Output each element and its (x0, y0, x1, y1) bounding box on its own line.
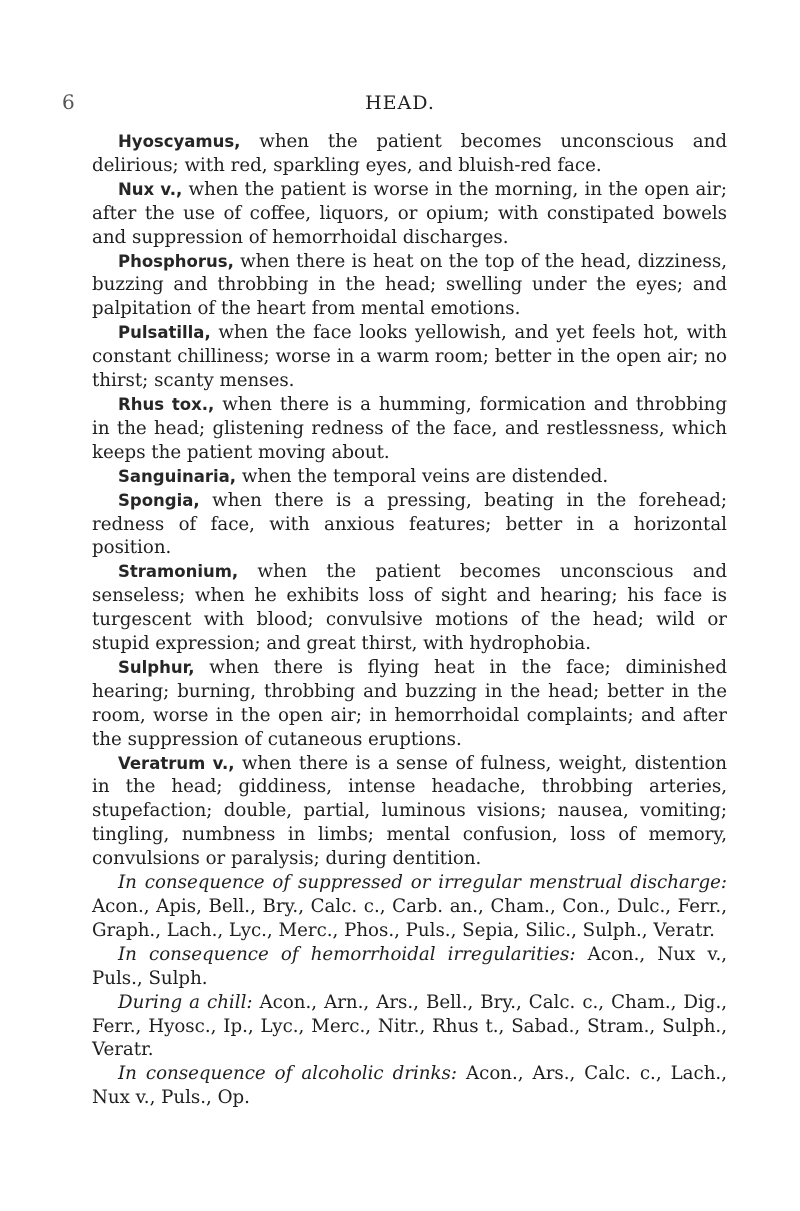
note-text: Acon., Ars., Calc. c., Lach., Nux v., Puls., Op. (92, 1063, 727, 1109)
remedy-name: Veratrum v., (118, 753, 235, 773)
note-hemorrhoidal (92, 943, 727, 991)
entry-text: when there is a sense of fulness, weight, distention in the head; giddiness, intense headache, throbbing arteries, stupefaction; double, partial, luminous visions; nausea, vomiting; tingling, numbness in limbs; mental confusion, loss of memory, convulsions or paralysis; during dentition. (92, 752, 728, 870)
note-text: Acon., Arn., Ars., Bell., Bry., Calc. c., Cham., Dig., Ferr., Hyosc., Ip., Lyc., Merc., Nitr., Rhus t., Sabad., Stram., Sulph., Veratr. (92, 991, 728, 1061)
note-menstrual (92, 871, 727, 943)
note-text: Acon., Nux v., Puls., Sulph. (92, 943, 728, 989)
remedy-name: Stramonium, (118, 562, 239, 582)
entry-rhus-tox (92, 393, 727, 465)
note-heading: In consequence of alcoholic drinks: (118, 1063, 457, 1085)
remedy-name: Sanguinaria, (118, 466, 237, 486)
entry-text: when the patient becomes unconscious and senseless; when he exhibits loss of sight and hearing; his face is turgescent with blood; convulsive motions of the head; wild or stupid expression; and great thirst, with hydrophobia. (92, 561, 727, 655)
remedy-name: Nux v., (118, 179, 183, 199)
entry-spongia (92, 489, 727, 561)
entry-text: when there is flying heat in the face; diminished hearing; burning, throbbing and buzzing in the head; better in the room, worse in the open air; in hemorrhoidal complaints; and after the suppression of cutaneous eruptions. (92, 656, 727, 750)
entry-text: when there is heat on the top of the head, dizziness, buzzing and throbbing in the head; swelling under the eyes; and palpitation of the heart from mental emotions. (92, 250, 727, 320)
entry-text: when there is a pressing, beating in the forehead; redness of face, with anxious features; better in a horizontal position. (92, 489, 727, 559)
note-text: Acon., Apis, Bell., Bry., Calc. c., Carb. an., Cham., Con., Dulc., Ferr., Graph., Lach., Lyc., Merc., Phos., Puls., Sepia, Silic., Sulph., Veratr. (92, 896, 727, 941)
remedy-name: Phosphorus, (118, 251, 234, 271)
note-heading: During a chill: (118, 991, 253, 1013)
entry-stramonium (92, 560, 727, 656)
entry-text: when the temporal veins are distended. (236, 465, 609, 487)
note-heading: In consequence of suppressed or irregular menstrual discharge: (118, 872, 727, 894)
note-chill (92, 991, 727, 1063)
running-head: HEAD. (365, 92, 435, 114)
entry-text: when the patient becomes unconscious and delirious; with red, sparkling eyes, and bluish-red face. (92, 131, 727, 176)
note-alcoholic-drinks (92, 1062, 727, 1110)
entry-text: when the face looks yellowish, and yet feels hot, with constant chilliness; worse in a warm room; better in the open air; no thirst; scanty menses. (92, 322, 727, 392)
entry-pulsatilla (92, 321, 727, 393)
entry-text: when the patient is worse in the morning, in the open air; after the use of coffee, liquors, or opium; with constipated bowels and suppression of hemorrhoidal discharges. (92, 178, 728, 248)
remedy-name: Pulsatilla, (118, 323, 211, 343)
page-number: 6 (62, 90, 75, 114)
entry-phosphorus (92, 250, 727, 322)
entry-text: when there is a humming, formication and throbbing in the head; glistening redness of the face, and restlessness, which keeps the patient moving about. (92, 393, 727, 463)
entry-veratrum-v (92, 752, 727, 872)
body-text (92, 130, 727, 1110)
note-heading: In consequence of hemorrhoidal irregularities: (118, 943, 576, 965)
remedy-name: Sulphur, (118, 657, 195, 677)
entry-sanguinaria (92, 465, 727, 489)
remedy-name: Spongia, (118, 490, 200, 510)
remedy-name: Rhus tox., (118, 394, 215, 414)
entry-sulphur (92, 656, 727, 752)
remedy-name: Hyoscyamus, (118, 132, 241, 151)
entry-hyoscyamus (92, 130, 727, 178)
entry-nux-v (92, 178, 727, 250)
